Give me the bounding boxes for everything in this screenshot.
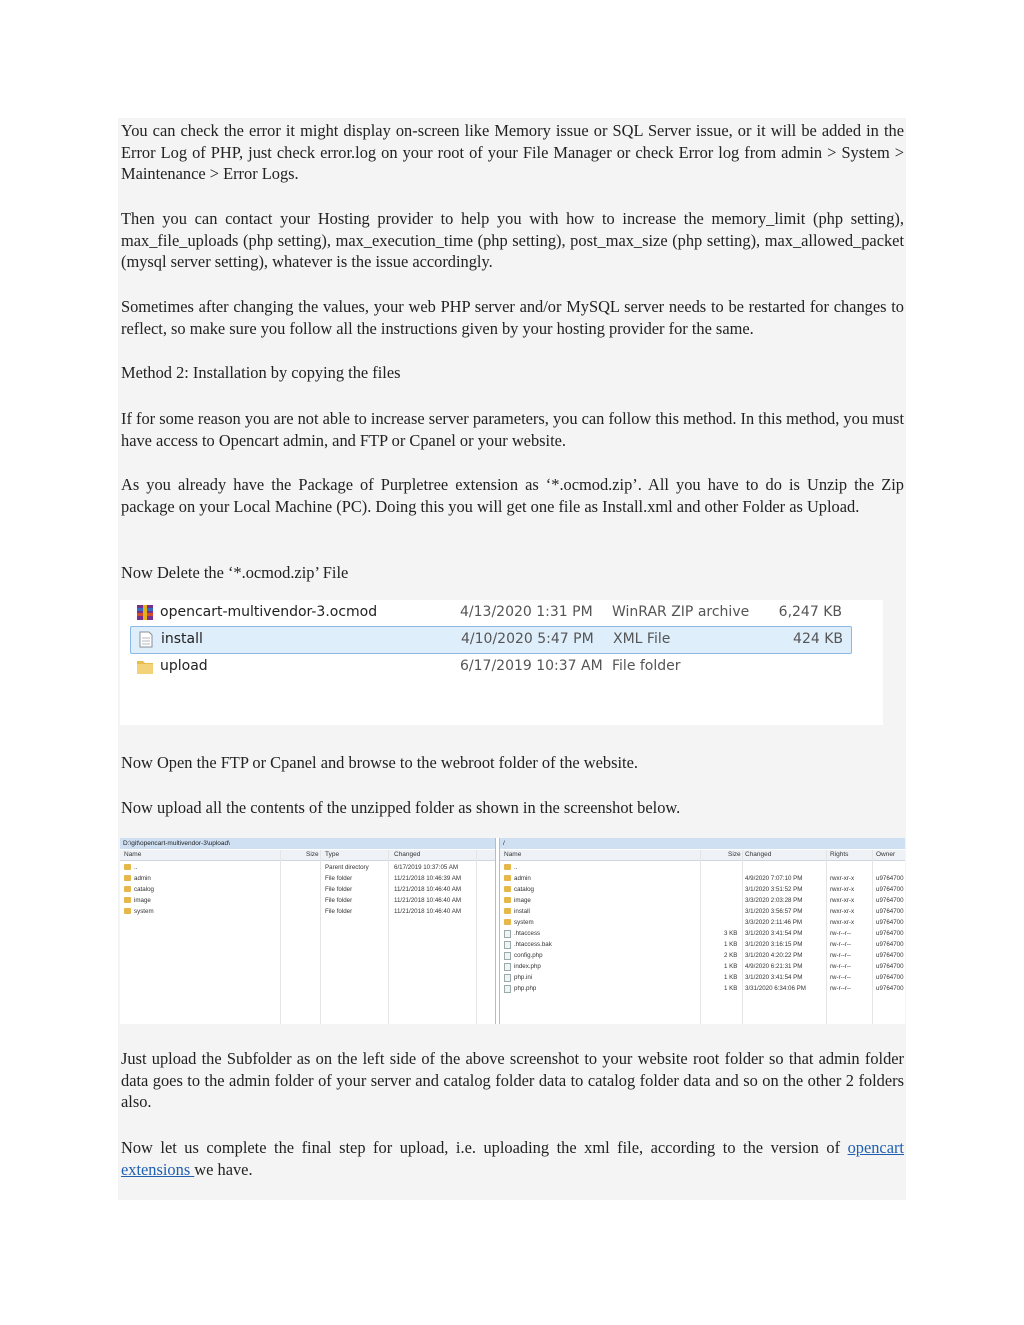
final-step-text: Now let us complete the final step for upload, i.e. uploading the xml file, according to the version of	[121, 1138, 848, 1157]
cell-changed: 3/1/2020 3:41:54 PM	[745, 930, 803, 937]
col-name[interactable]: Name	[124, 851, 142, 858]
right-file-row[interactable]	[500, 961, 905, 972]
cell-changed: 11/21/2018 10:46:40 AM	[394, 886, 461, 893]
cell-type: File folder	[325, 908, 353, 915]
xml-file-icon	[137, 631, 155, 648]
left-file-row[interactable]	[120, 895, 495, 906]
paragraph-method-intro: If for some reason you are not able to increase server parameters, you can follow this method. In this method, you must have access to Opencart admin, and FTP or Cpanel or your website.	[121, 409, 904, 450]
cell-rights: rw-r--r--	[830, 930, 851, 937]
cell-owner: u9764700	[876, 897, 904, 904]
final-step-text-end: we have.	[194, 1159, 253, 1179]
cell-changed: 3/1/2020 3:51:52 PM	[745, 886, 803, 893]
cell-rights: rw-r--r--	[830, 974, 851, 981]
remote-header	[500, 850, 905, 861]
cell-changed: 3/3/2020 2:03:28 PM	[745, 897, 803, 904]
explorer-row-upload[interactable]	[130, 654, 850, 680]
folder-icon	[504, 897, 511, 903]
cell-name: catalog	[514, 886, 534, 893]
cell-type: File folder	[325, 897, 353, 904]
cell-owner: u9764700	[876, 919, 904, 926]
right-file-row[interactable]	[500, 895, 905, 906]
folder-icon	[124, 908, 131, 914]
col-size[interactable]: Size	[306, 851, 319, 858]
col-type[interactable]: Type	[325, 851, 340, 858]
cell-changed: 11/21/2018 10:46:40 AM	[394, 897, 461, 904]
cell-changed: 11/21/2018 10:46:40 AM	[394, 908, 461, 915]
col-owner[interactable]: Owner	[876, 851, 896, 858]
file-date: 4/13/2020 1:31 PM	[460, 604, 593, 620]
cell-name: admin	[514, 875, 531, 882]
cell-changed: 4/9/2020 7:07:10 PM	[745, 875, 803, 882]
left-file-row[interactable]	[120, 862, 495, 873]
cell-name: config.php	[514, 952, 543, 959]
cell-owner: u9764700	[876, 941, 904, 948]
folder-icon	[124, 897, 131, 903]
paragraph-delete-zip: Now Delete the ‘*.ocmod.zip’ File	[121, 563, 349, 582]
file-icon	[504, 952, 511, 960]
cell-type: File folder	[325, 875, 353, 882]
cell-size: 1 KB	[724, 963, 738, 970]
cell-type: File folder	[325, 886, 353, 893]
file-name: opencart-multivendor-3.ocmod	[160, 604, 378, 620]
cell-changed: 3/31/2020 6:34:06 PM	[745, 985, 806, 992]
left-file-row[interactable]	[120, 884, 495, 895]
cell-type: Parent directory	[325, 864, 369, 871]
col-rights[interactable]: Rights	[830, 851, 849, 858]
cell-owner: u9764700	[876, 886, 904, 893]
cell-name: php.ini	[514, 974, 533, 981]
local-path[interactable]: D:\git\opencart-multivendor-3\upload\	[120, 838, 495, 849]
file-size: 424 KB	[793, 631, 843, 647]
explorer-row-install[interactable]	[130, 626, 852, 654]
col-size[interactable]: Size	[728, 851, 741, 858]
cell-name: index.php	[514, 963, 541, 970]
cell-owner: u9764700	[876, 875, 904, 882]
local-pane	[120, 838, 496, 1024]
cell-name: .htaccess.bak	[514, 941, 552, 948]
cell-size: 1 KB	[724, 974, 738, 981]
file-icon	[504, 941, 511, 949]
right-file-row[interactable]	[500, 950, 905, 961]
file-date: 6/17/2019 10:37 AM	[460, 658, 603, 674]
file-name: upload	[160, 658, 208, 674]
file-icon	[504, 963, 511, 971]
folder-icon	[504, 886, 511, 892]
local-header	[120, 850, 495, 861]
paragraph-error-log: You can check the error it might display on-screen like Memory issue or SQL Server issue, or it will be added in the Error Log of PHP, just check error.log on your root of your File Manager or check Error log from admin > System > Maintenance > Error Logs.	[121, 121, 904, 183]
cell-size: 2 KB	[724, 952, 738, 959]
cell-rights: rwxr-xr-x	[830, 886, 855, 893]
file-type: XML File	[613, 631, 671, 647]
paragraph-unzip-package: As you already have the Package of Purpletree extension as ‘*.ocmod.zip’. All you have to do is Unzip the Zip package on your Local Machine (PC). Doing this you will get one file as Install.xml and other Folder as Upload.	[121, 475, 904, 516]
cell-size: 1 KB	[724, 985, 738, 992]
cell-changed: 4/9/2020 6:21:31 PM	[745, 963, 803, 970]
right-file-row[interactable]	[500, 917, 905, 928]
right-file-row[interactable]	[500, 983, 905, 994]
right-file-row[interactable]	[500, 906, 905, 917]
explorer-row-archive[interactable]	[130, 600, 850, 626]
document-page	[118, 118, 906, 1200]
method-2-heading: Method 2: Installation by copying the files	[121, 363, 401, 382]
cell-owner: u9764700	[876, 930, 904, 937]
folder-icon	[124, 875, 131, 881]
col-name[interactable]: Name	[504, 851, 522, 858]
paragraph-final-step	[121, 1137, 904, 1180]
cell-changed: 3/1/2020 3:41:54 PM	[745, 974, 803, 981]
file-icon	[504, 985, 511, 993]
cell-size: 1 KB	[724, 941, 738, 948]
folder-icon	[504, 919, 511, 925]
cell-changed: 3/1/2020 3:56:57 PM	[745, 908, 803, 915]
left-file-row[interactable]	[120, 873, 495, 884]
cell-rights: rwxr-xr-x	[830, 897, 855, 904]
cell-size: 3 KB	[724, 930, 738, 937]
cell-name: .htaccess	[514, 930, 541, 937]
right-file-row[interactable]	[500, 972, 905, 983]
right-file-row[interactable]	[500, 939, 905, 950]
folder-icon	[504, 864, 511, 870]
folder-icon	[504, 875, 511, 881]
cell-name: image	[514, 897, 531, 904]
right-file-row[interactable]	[500, 928, 905, 939]
cell-changed: 11/21/2018 10:46:39 AM	[394, 875, 461, 882]
folder-icon	[136, 658, 154, 675]
remote-pane	[499, 838, 905, 1024]
cell-name: system	[134, 908, 154, 915]
cell-name: php.php	[514, 985, 537, 992]
cell-changed: 3/1/2020 4:20:22 PM	[745, 952, 803, 959]
paragraph-upload-contents: Now upload all the contents of the unzipped folder as shown in the screenshot below.	[121, 798, 681, 817]
cell-rights: rwxr-xr-x	[830, 919, 855, 926]
cell-name: ..	[514, 864, 518, 871]
cell-rights: rwxr-xr-x	[830, 908, 855, 915]
opencart-extensions-link[interactable]: opencart extensions	[121, 1138, 904, 1179]
cell-rights: rw-r--r--	[830, 985, 851, 992]
cell-owner: u9764700	[876, 963, 904, 970]
cell-owner: u9764700	[876, 974, 904, 981]
cell-rights: rwxr-xr-x	[830, 875, 855, 882]
cell-name: admin	[134, 875, 151, 882]
cell-changed: 3/3/2020 2:11:46 PM	[745, 919, 802, 926]
file-type: WinRAR ZIP archive	[612, 604, 750, 620]
cell-name: install	[514, 908, 530, 915]
cell-rights: rw-r--r--	[830, 963, 851, 970]
cell-owner: u9764700	[876, 908, 904, 915]
left-file-row[interactable]	[120, 906, 495, 917]
paragraph-hosting-provider: Then you can contact your Hosting provider to help you with how to increase the memory_limit (php setting), max_file_uploads (php setting), max_execution_time (php setting), post_max_size (php setting), max_allowed_packet (mysql server setting), whatever is the issue accordingly.	[121, 209, 904, 271]
cell-name: system	[514, 919, 534, 926]
file-date: 4/10/2020 5:47 PM	[461, 631, 594, 647]
file-size: 6,247 KB	[778, 604, 842, 620]
paragraph-restart-servers: Sometimes after changing the values, your web PHP server and/or MySQL server needs to be restarted for changes to reflect, so make sure you follow all the instructions given by your hosting provider for the same.	[121, 297, 904, 338]
cell-changed: 6/17/2019 10:37:05 AM	[394, 864, 458, 871]
file-icon	[504, 974, 511, 982]
right-file-row[interactable]	[500, 873, 905, 884]
cell-owner: u9764700	[876, 985, 904, 992]
cell-name: catalog	[134, 886, 154, 893]
paragraph-upload-subfolders: Just upload the Subfolder as on the left side of the above screenshot to your website root folder so that admin folder data goes to the admin folder of your server and catalog folder data to catalog folder data and so on the other 2 folders also.	[121, 1049, 904, 1111]
col-changed[interactable]: Changed	[745, 851, 772, 858]
remote-path[interactable]: /	[500, 838, 905, 849]
cell-rights: rw-r--r--	[830, 952, 851, 959]
cell-rights: rw-r--r--	[830, 941, 851, 948]
file-type: File folder	[612, 658, 681, 674]
folder-icon	[124, 864, 131, 870]
cell-changed: 3/1/2020 3:16:15 PM	[745, 941, 803, 948]
cell-owner: u9764700	[876, 952, 904, 959]
cell-name: image	[134, 897, 151, 904]
right-file-row[interactable]	[500, 884, 905, 895]
col-changed[interactable]: Changed	[394, 851, 421, 858]
folder-icon	[504, 908, 511, 914]
ftp-screenshot	[120, 838, 904, 1024]
winrar-archive-icon	[136, 604, 154, 621]
file-icon	[504, 930, 511, 938]
paragraph-open-ftp: Now Open the FTP or Cpanel and browse to the webroot folder of the website.	[121, 753, 638, 772]
folder-icon	[124, 886, 131, 892]
explorer-screenshot	[120, 600, 883, 725]
cell-name: ..	[134, 864, 138, 871]
file-name: install	[161, 631, 203, 647]
right-file-row[interactable]	[500, 862, 905, 873]
